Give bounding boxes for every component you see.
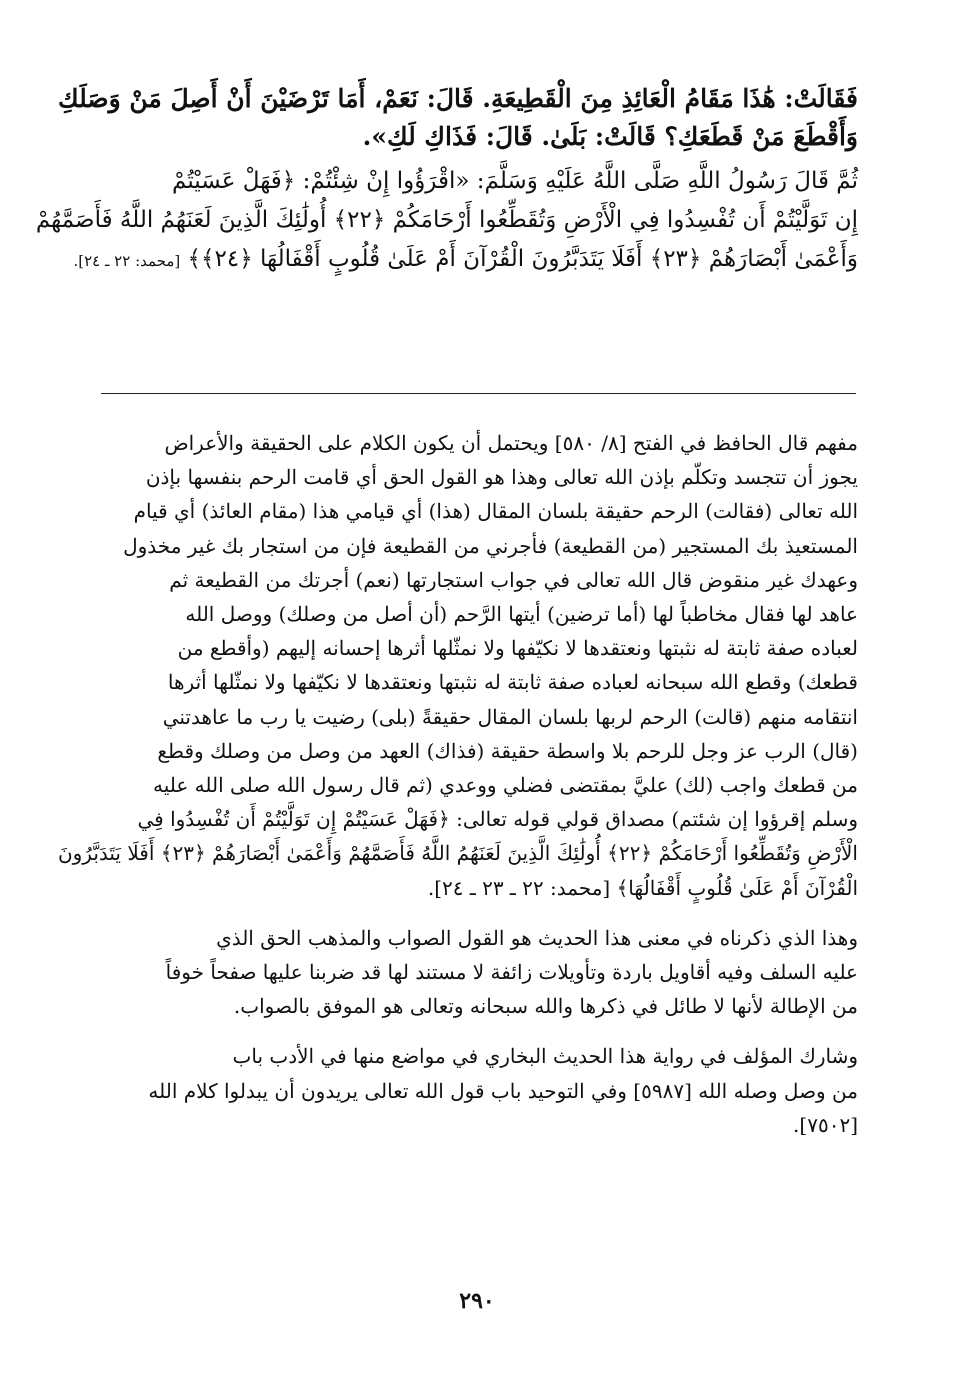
commentary-paragraph-2 bbox=[78, 921, 858, 1024]
commentary bbox=[57, 426, 858, 1142]
commentary-line: قطعك) وقطع الله سبحانه لعباده صفة ثابتة له نثبتها ونعتقدها لا نكيّفها ولا نمثّلها أثرها bbox=[167, 670, 858, 695]
commentary-line: لعباده صفة ثابتة له نثبتها ونعتقدها لا نكيّفها ولا نمثّلها أثرها إحسانه إليهم (وأقطع من bbox=[177, 636, 858, 661]
commentary-line: وهذا الذي ذكرناه في معنى هذا الحديث هو القول الصواب والمذهب الحق الذي bbox=[216, 925, 858, 950]
commentary-line: المستعيذ بك المستجير (من القطيعة) فأجرني من القطيعة فإن من استجار بك غير مخذول bbox=[123, 533, 858, 558]
commentary-line: الْأَرْضِ وَتُقَطِّعُوا أَرْحَامَكُمْ ﴿٢٢﴾ أُولَٰئِكَ الَّذِينَ لَعَنَهُمُ اللَّهُ فَأَصَمَّهُمْ وَأَعْمَىٰ أَبْصَارَهُمْ ﴿٢٣﴾ أَفَلَا يَتَدَبَّرُونَ bbox=[57, 841, 858, 866]
quran-verse-text: وَأَعْمَىٰ أَبْصَارَهُمْ ﴿٢٣﴾ أَفَلَا يَتَدَبَّرُونَ الْقُرْآنَ أَمْ عَلَىٰ قُلُوبٍ أَقْفَالُهَا ﴿٢٤﴾﴾ bbox=[187, 246, 858, 272]
commentary-line: عليه السلف وفيه أقاويل باردة وتأويلات زائفة لا مستند لها قد ضربنا عليها صفحاً خوفاً bbox=[165, 960, 858, 985]
commentary-line: (قال) الرب عز وجل للرحم بلا واسطة حقيقة (فذاك) العهد من وصل من وصلك وقطع bbox=[157, 738, 858, 763]
footnote-divider bbox=[101, 393, 856, 394]
hadith-line: فَقَالَتْ: هَٰذَا مَقَامُ الْعَائِذِ مِنَ الْقَطِيعَةِ. قَالَ: نَعَمْ، أَمَا تَرْضَيْنَ أَنْ أَصِلَ مَنْ وَصَلَكِ bbox=[58, 84, 858, 113]
commentary-paragraph-3 bbox=[78, 1039, 858, 1142]
commentary-line: من الإطالة لأنها لا طائل في ذكرها والله سبحانه وتعالى هو الموفق بالصواب. bbox=[233, 994, 858, 1019]
hadith-line: وَأَقْطَعَ مَنْ قَطَعَكِ؟ قَالَتْ: بَلَىٰ. قَالَ: فَذَاكِ لَكِ». bbox=[362, 122, 858, 151]
commentary-line: انتقامه منهم (قالت) الرحم لربها بلسان المقال حقيقةً (بلى) رضيت يا رب ما عاهدتني bbox=[162, 704, 858, 729]
commentary-line: وسلم إقرؤوا إن شئتم) مصداق قولي قوله تعالى: ﴿فَهَلْ عَسَيْتُمْ إِن تَوَلَّيْتُمْ أَن تُفْسِدُوا فِي bbox=[137, 807, 858, 832]
page-number: ٢٩٠ bbox=[459, 1288, 495, 1314]
quran-line: إِن تَوَلَّيْتُمْ أَن تُفْسِدُوا فِي الْأَرْضِ وَتُقَطِّعُوا أَرْحَامَكُمْ ﴿٢٢﴾ أُولَٰئِكَ الَّذِينَ لَعَنَهُمُ اللَّهُ فَأَصَمَّهُمْ bbox=[35, 207, 858, 233]
commentary-line: من وصل وصله الله [٥٩٨٧] وفي التوحيد باب قول الله تعالى يريدون أن يبدلوا كلام الله bbox=[148, 1078, 858, 1103]
commentary-line: عاهد لها فقال مخاطباً لها (أما ترضين) أيتها الرَّحم (أن أصل من وصلك) ووصل الله bbox=[185, 602, 858, 627]
commentary-line: يجوز أن تتجسد وتكلّم بإذن الله تعالى وهذا هو القول الحق أي قامت الرحم بنفسها بإذن bbox=[145, 465, 858, 490]
quran-reference: [محمد: ٢٢ ـ ٢٤]. bbox=[73, 252, 181, 270]
commentary-line: الله تعالى (فقالت) الرحم حقيقة بلسان المقال (هذا) أي قيامي هذا (مقام العائذ) أي قيام bbox=[133, 499, 858, 524]
commentary-line: من قطعك واجب (لك) عليَّ بمقتضى فضلي ووعدي (ثم قال رسول الله صلى الله عليه bbox=[152, 773, 858, 798]
quran-recitation bbox=[35, 162, 858, 281]
hadith-text bbox=[58, 80, 858, 156]
quran-line: ثُمَّ قَالَ رَسُولُ اللَّهِ صَلَّى اللَّهُ عَلَيْهِ وَسَلَّمَ: «اقْرَؤُوا إِنْ شِئْتُمْ: ﴿فَهَلْ عَسَيْتُمْ bbox=[172, 168, 858, 194]
commentary-line: الْقُرْآنَ أَمْ عَلَىٰ قُلُوبٍ أَقْفَالُهَا﴾ [محمد: ٢٢ ـ ٢٣ ـ ٢٤]. bbox=[427, 875, 858, 900]
commentary-line: [٧٥٠٢]. bbox=[793, 1112, 858, 1137]
commentary-line: مفهم قال الحافظ في الفتح [٨/ ٥٨٠] ويحتمل أن يكون الكلام على الحقيقة والأعراض bbox=[164, 431, 858, 455]
quran-line bbox=[73, 240, 858, 281]
commentary-line: وشارك المؤلف في رواية هذا الحديث البخاري في مواضع منها في الأدب باب bbox=[232, 1044, 858, 1069]
commentary-paragraph-1 bbox=[57, 426, 858, 905]
commentary-line: وعهدك غير منقوض قال الله تعالى في جواب استجارتها (نعم) أجرتك من القطيعة ثم bbox=[169, 567, 858, 592]
